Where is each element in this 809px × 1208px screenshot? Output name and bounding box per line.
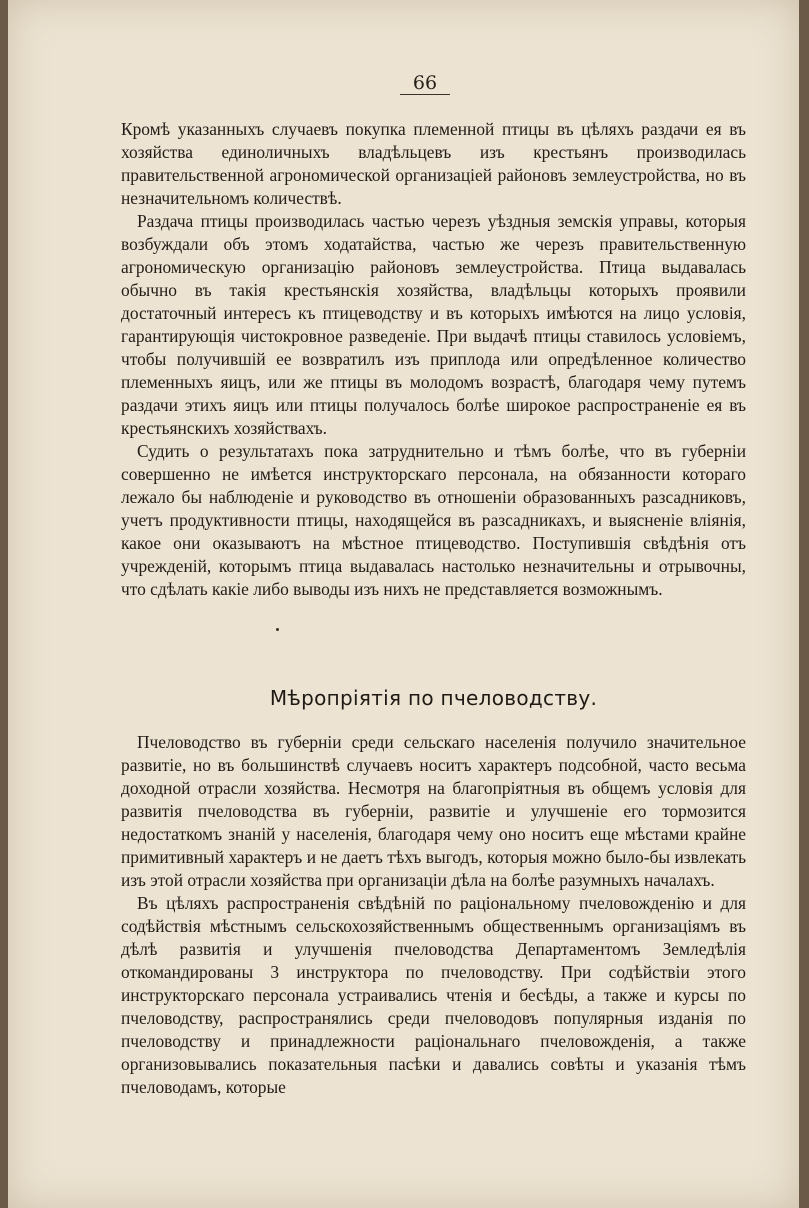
ink-dot <box>276 628 279 631</box>
section-heading: Мѣропрiятiя по пчеловодству. <box>269 686 598 710</box>
paragraph: Раздача птицы производилась частью черезъ уѣздныя земскiя управы, которыя возбуждали объ этомъ ходатайства, частью же черезъ правительственную агрономическую организацiю районовъ землеустройства. Птица выдавалась обычно въ такiя крестьянскiя хозяйства, владѣльцы которыхъ проявили достаточный интересъ къ птицеводству и въ которыхъ имѣются на лицо условiя, гарантирующiя чистокровное разведенiе. При выдачѣ птицы ставилось условiемъ, чтобы получившiй ее возвратилъ изъ приплода или опредѣленное количество племенныхъ яицъ, или же птицы въ молодомъ возрастѣ, благодаря чему путемъ раздачи этихъ яицъ или птицы получалось болѣе широкое распространенiе ея въ крестьянскихъ хозяйствахъ. <box>121 211 746 438</box>
paragraph: Пчеловодство въ губернiи среди сельскаго населенiя получило значительное развитiе, но въ большинствѣ случаевъ носитъ характеръ подсобной, часто весьма доходной отрасли хозяйства. Несмотря на благопрiятныя въ общемъ условiя для развитiя пчеловодства въ губернiи, развитiе и улучшенiе его тормозится недостаткомъ знанiй у населенiя, благодаря чему оно носитъ еще мѣстами крайне примитивный характеръ и не даетъ тѣхъ выгодъ, которыя можно было-бы извлекать изъ этой отрасли хозяйства при организацiи дѣла на болѣе разумныхъ началахъ. <box>121 732 746 890</box>
section-beekeeping-text <box>121 731 746 1099</box>
page-number: 66 <box>400 72 450 95</box>
document-page <box>8 0 799 1208</box>
paragraph: Кромѣ указанныхъ случаевъ покупка племенной птицы въ цѣляхъ раздачи ея въ хозяйства единоличныхъ владѣльцевъ изъ крестьянъ производилась правительственной агрономической организацiей районовъ землеустройства, но въ незначительномъ количествѣ. <box>121 119 746 208</box>
section-poultry-text <box>121 118 746 601</box>
paragraph: Судить о результатахъ пока затруднительно и тѣмъ болѣе, что въ губернiи совершенно не имѣется инструкторскаго персонала, на обязанности котораго лежало бы наблюденiе и руководство въ отношенiи образованныхъ разсадниковъ, учетъ продуктивности птицы, находящейся въ разсадникахъ, и выясненiе влiянiя, какое они оказываютъ на мѣстное птицеводство. Поступившiя свѣдѣнiя отъ учрежденiй, которымъ птица выдавалась настолько незначительны и отрывочны, что сдѣлать какiе либо выводы изъ нихъ не представляется возможнымъ. <box>121 441 746 599</box>
paragraph: Въ цѣляхъ распространенiя свѣдѣнiй по рацiональному пчеловожденiю и для содѣйствiя мѣстнымъ сельскохозяйственнымъ общественнымъ организацiямъ въ дѣлѣ развитiя и улучшенiя пчеловодства Департаментомъ Земледѣлiя откомандированы 3 инструктора по пчеловодству. При содѣйствiи этого инструкторскаго персонала устраивались чтенiя и бесѣды, а также и курсы по пчеловодству, распространялись среди пчеловодовъ популярныя изданiя по пчеловодству и принадлежности рацiональнаго пчеловожденiя, а также организовывались показательныя пасѣки и давались совѣты и указанiя тѣмъ пчеловодамъ, которые <box>121 893 746 1097</box>
